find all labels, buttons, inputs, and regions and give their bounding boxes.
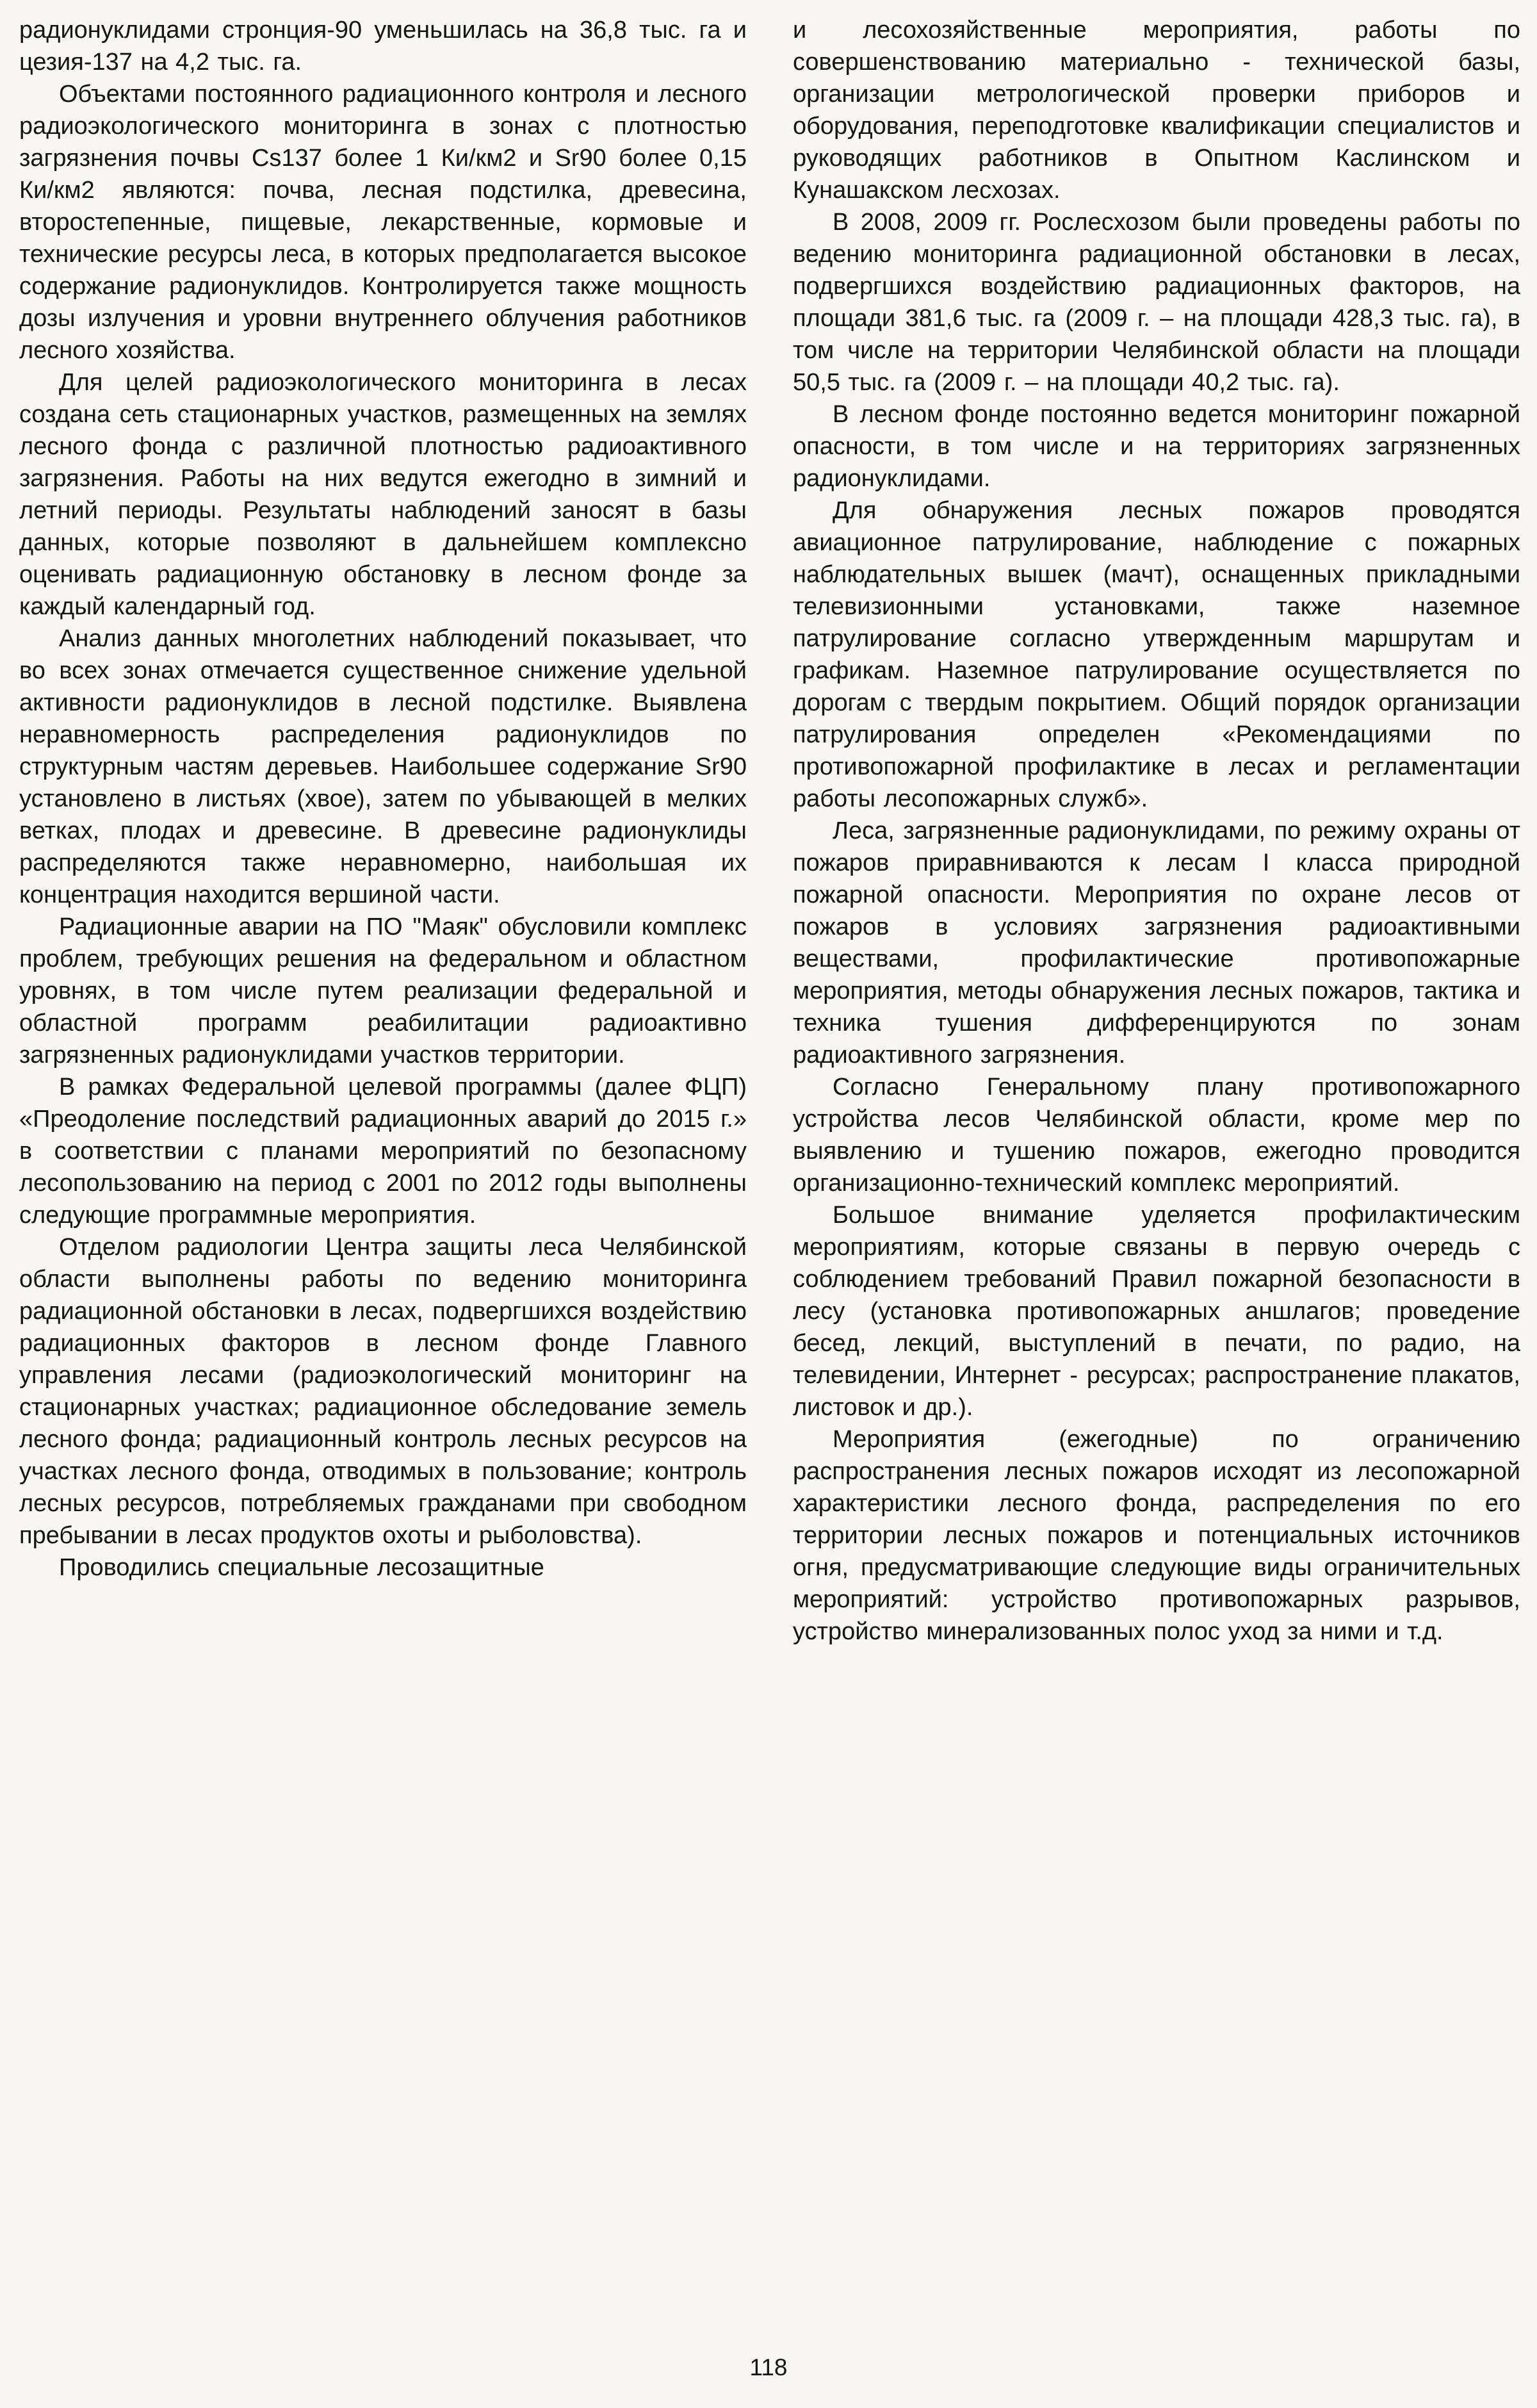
paragraph: В рамках Федеральной целевой программы (далее ФЦП) «Преодоление последствий радиационных аварий до 2015 г.» в соответствии с планами мероприятий по безопасному лесопользованию на период с 2001 по 2012 годы выполнены следующие программные мероприятия. (19, 1074, 747, 1229)
paragraph: В лесном фонде постоянно ведется мониторинг пожарной опасности, в том числе и на территориях загрязненных радионуклидами. (793, 401, 1520, 492)
paragraph: и лесохозяйственные мероприятия, работы по совершенствованию материально - технической базы, организации метрологической проверки приборов и оборудования, переподготовке квалификации специалистов и руководящих работников в Опытном Каслинском и Кунашакском лесхозах. (793, 17, 1520, 204)
paragraph: Для целей радиоэкологического мониторинга в лесах создана сеть стационарных участков, размещенных на землях лесного фонда с различной плотностью радиоактивного загрязнения. Работы на них ведутся ежегодно в зимний и летний периоды. Результаты наблюдений заносят в базы данных, которые позволяют в дальнейшем комплексно оценивать радиационную обстановку в лесном фонде за каждый календарный год. (19, 369, 747, 620)
paragraph: Мероприятия (ежегодные) по ограничению распространения лесных пожаров исходят из лесопожарной характеристики лесного фонда, распределения по его территории лесных пожаров и потенциальных источников огня, предусматривающие следующие виды ограничительных мероприятий: устройство противопожарных разрывов, устройство минерализованных полос уход за ними и т.д. (793, 1426, 1520, 1645)
paragraph: Объектами постоянного радиационного контроля и лесного радиоэкологического мониторинга в зонах с плотностью загрязнения почвы Cs137 более 1 Ки/км2 и Sr90 более 0,15 Ки/км2 являются: почва, лесная подстилка, древесина, второстепенные, пищевые, лекарственные, кормовые и технические ресурсы леса, в которых предполагается высокое содержание радионуклидов. Контролируется также мощность дозы излучения и уровни внутреннего облучения работников лесного хозяйства. (19, 81, 747, 364)
paragraph: Радиационные аварии на ПО "Маяк" обусловили комплекс проблем, требующих решения на федеральном и областном уровнях, в том числе путем реализации федеральной и областной программ реабилитации радиоактивно загрязненных радионуклидами участков территории. (19, 913, 747, 1069)
paragraph: Леса, загрязненные радионуклидами, по режиму охраны от пожаров приравниваются к лесам I класса природной пожарной опасности. Мероприятия по охране лесов от пожаров в условиях загрязнения радиоактивными веществами, профилактические противопожарные мероприятия, методы обнаружения лесных пожаров, тактика и техника тушения дифференцируются по зонам радиоактивного загрязнения. (793, 817, 1520, 1069)
paragraph: Отделом радиологии Центра защиты леса Челябинской области выполнены работы по ведению мониторинга радиационной обстановки в лесах, подвергшихся воздействию радиационных факторов в лесном фонде Главного управления лесами (радиоэкологический мониторинг на стационарных участках; радиационное обследование земель лесного фонда; радиационный контроль лесных ресурсов на участках лесного фонда, отводимых в пользование; контроль лесных ресурсов, потребляемых гражданами при свободном пребывании в лесах продуктов охоты и рыболовства). (19, 1234, 747, 1549)
two-column-text-block (19, 14, 1520, 1648)
left-column (19, 14, 747, 1648)
right-column (793, 14, 1520, 1648)
paragraph: Согласно Генеральному плану противопожарного устройства лесов Челябинской области, кроме мер по выявлению и тушению пожаров, ежегодно проводится организационно-технический комплекс мероприятий. (793, 1074, 1520, 1197)
paragraph: радионуклидами стронция-90 уменьшилась на 36,8 тыс. га и цезия-137 на 4,2 тыс. га. (19, 17, 747, 76)
page-number: 118 (749, 2354, 788, 2380)
paragraph: Проводились специальные лесозащитные (59, 1554, 544, 1581)
paragraph: В 2008, 2009 гг. Рослесхозом были проведены работы по ведению мониторинга радиационной обстановки в лесах, подвергшихся воздействию радиационных факторов, на площади 381,6 тыс. га (2009 г. – на площади 428,3 тыс. га), в том числе на территории Челябинской области на площади 50,5 тыс. га (2009 г. – на площади 40,2 тыс. га). (793, 209, 1520, 396)
paragraph: Для обнаружения лесных пожаров проводятся авиационное патрулирование, наблюдение с пожарных наблюдательных вышек (мачт), оснащенных прикладными телевизионными установками, также наземное патрулирование согласно утвержденным маршрутам и графикам. Наземное патрулирование осуществляется по дорогам с твердым покрытием. Общий порядок организации патрулирования определен «Рекомендациями по противопожарной профилактике в лесах и регламентации работы лесопожарных служб». (793, 497, 1520, 812)
paragraph: Анализ данных многолетних наблюдений показывает, что во всех зонах отмечается существенное снижение удельной активности радионуклидов в лесной подстилке. Выявлена неравномерность распределения радионуклидов по структурным частям деревьев. Наибольшее содержание Sr90 установлено в листьях (хвое), затем по убывающей в мелких ветках, плодах и древесине. В древесине радионуклиды распределяются также неравномерно, наибольшая их концентрация находится вершиной части. (19, 625, 747, 908)
paragraph: Большое внимание уделяется профилактическим мероприятиям, которые связаны в первую очередь с соблюдением требований Правил пожарной безопасности в лесу (установка противопожарных аншлагов; проведение бесед, лекций, выступлений в печати, по радио, на телевидении, Интернет - ресурсах; распространение плакатов, листовок и др.). (793, 1202, 1520, 1421)
